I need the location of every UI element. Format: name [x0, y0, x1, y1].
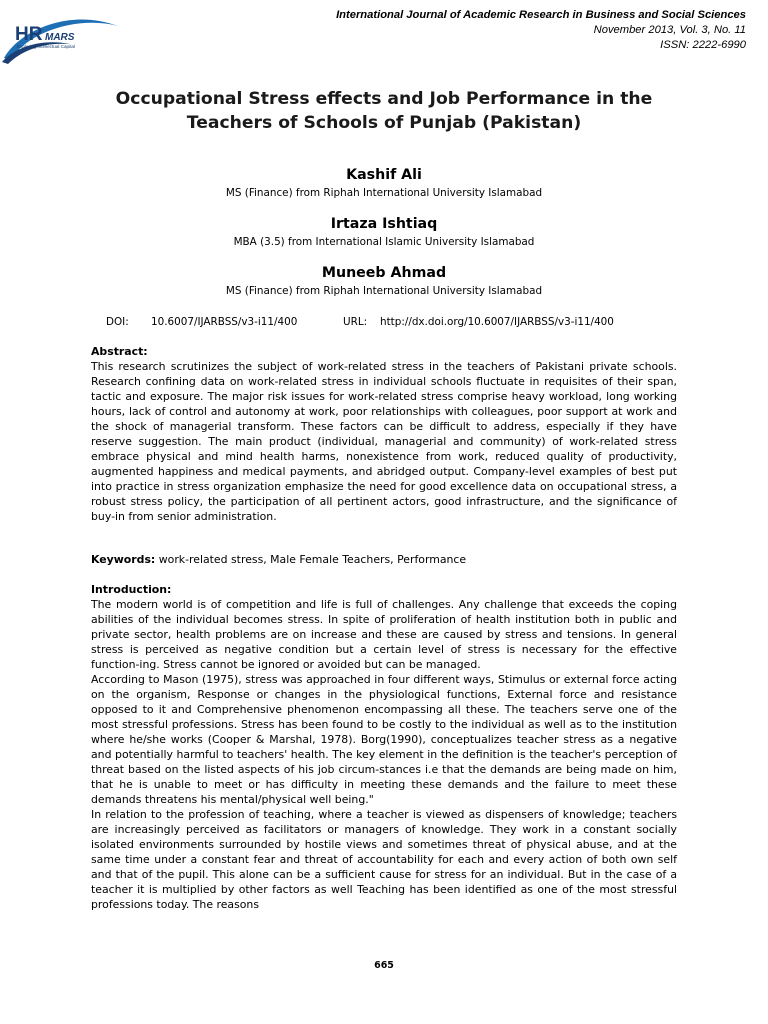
journal-issn: ISSN: 2222-6990: [660, 39, 746, 51]
abstract-text: This research scrutinizes the subject of work-related stress in the teachers of Pakistani private schools. Research confining data on work-related stress in individual schools fluctuate in requisites of their span, tactic and exposure. The major risk issues for work-related stress comprise heavy workload, long working hours, lack of control and autonomy at work, poor relationships with colleagues, poor support at work and the shock of managerial transform. These factors can be difficult to address, especially if they have reserve suggestion. The main product (individual, managerial and community) of work-related stress embrace physical and mind health harms, nonexistence from work, reduced quality of productivity, augmented happiness and medical payments, and abridged output. Company-level examples of best put into practice in stress organization emphasize the need for good excellence data on occupational stress, a robust stress policy, the participation of all pertinent actors, good infrastructure, and the significance of buy-in from senior administration.: [91, 360, 677, 523]
intro-paragraph: According to Mason (1975), stress was approached in four different ways, Stimulus or external force acting on the organism, Response or changes in the physiological functions, External force and resistance opposed to it and Comprehensive phenomenon encompassing all these. The teachers serve one of the most stressful professions. Stress has been found to be costly to the individual as well as to the institution where he/she works (Cooper & Marshal, 1978). Borg(1990), conceptualizes teacher stress as a negative and potentially harmful to teachers' health. The key element in the definition is the teacher's perception of threat based on the listed aspects of his job circum-stances i.e that the demands are being made on him, that he is unable to meet or has difficulty in meeting these demands and the failure to meet these demands threatens his mental/physical well being.": [91, 673, 677, 806]
page-number: 665: [374, 960, 394, 971]
author-block: [40, 264, 728, 298]
journal-header: [336, 8, 746, 53]
doi-line: [106, 315, 614, 329]
url-link[interactable]: http://dx.doi.org/10.6007/IJARBSS/v3-i11/400: [380, 316, 614, 328]
title-line-2: Teachers of Schools of Punjab (Pakistan): [186, 113, 582, 133]
logo-text-sub: MARS: [45, 32, 75, 43]
logo-text-main: HR: [15, 24, 43, 45]
introduction-heading: Introduction:: [91, 583, 172, 596]
doi-label: DOI:: [106, 316, 129, 328]
author-affiliation: MS (Finance) from Riphah International University Islamabad: [225, 187, 543, 199]
keywords-text: work-related stress, Male Female Teachers, Performance: [155, 553, 467, 566]
paper-title: [40, 87, 728, 135]
author-affiliation: MS (Finance) from Riphah International University Islamabad: [225, 285, 543, 297]
author-block: [40, 215, 728, 249]
intro-paragraph: In relation to the profession of teaching, where a teacher is viewed as dispensers of knowledge; teachers are increasingly perceived as facilitators or managers of knowledge. They work in a constant socially isolated environments surrounded by hostile views and sometimes threat of physical abuse, and at the same time under a constant fear and threat of accountability for each and every action of both own self and that of the pupil. This alone can be a sufficient cause for stress for an individual. But in the case of a teacher it is multiplied by other factors as well Teaching has been identified as one of the most stressful professions today. The reasons: [91, 808, 677, 911]
abstract-section: [91, 344, 677, 524]
title-line-1: Occupational Stress effects and Job Performance in the: [115, 89, 653, 109]
intro-paragraph: The modern world is of competition and life is full of challenges. Any challenge that exceeds the coping abilities of the individual becomes stress. In spite of proliferation of health institution both in public and private sector, health problems are on increase and these are caused by stress and tensions. In general stress is perceived as negative condition but a certain level of stress is necessary for the effective function-ing. Stress cannot be ignored or avoided but can be managed.: [91, 598, 677, 671]
author-affiliation: MBA (3.5) from International Islamic University Islamabad: [233, 236, 535, 248]
author-name: Irtaza Ishtiaq: [330, 216, 438, 232]
url-label: URL:: [343, 316, 368, 328]
author-name: Kashif Ali: [346, 167, 422, 183]
author-block: [40, 166, 728, 200]
journal-name: International Journal of Academic Research in Business and Social Sciences: [336, 9, 746, 21]
introduction-section: [91, 582, 677, 912]
author-name: Muneeb Ahmad: [321, 265, 447, 281]
keywords-line: [91, 552, 466, 567]
abstract-heading: Abstract:: [91, 345, 148, 358]
doi-value[interactable]: 10.6007/IJARBSS/v3-i11/400: [151, 316, 298, 328]
keywords-label: Keywords:: [91, 553, 156, 566]
journal-issue: November 2013, Vol. 3, No. 11: [593, 24, 746, 36]
hrmars-logo: [0, 0, 122, 72]
logo-tagline: Exploring Intellectual Capital: [17, 44, 75, 49]
